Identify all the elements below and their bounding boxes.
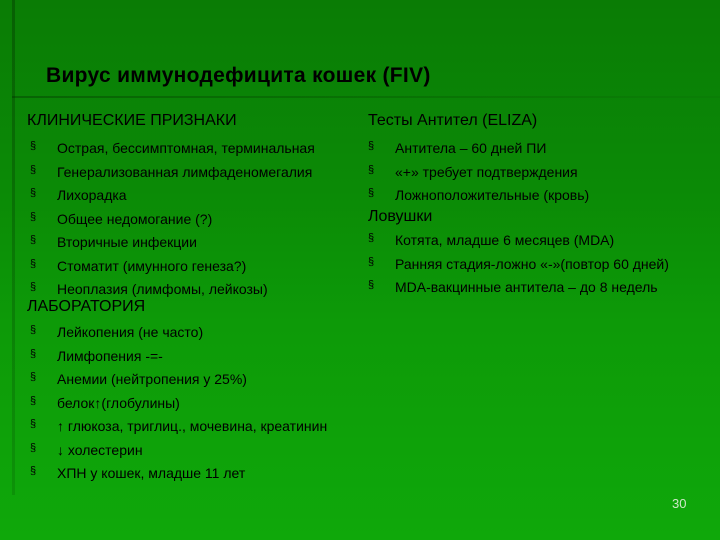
clinical-heading: КЛИНИЧЕСКИЕ ПРИЗНАКИ: [27, 112, 237, 129]
list-item-text: ↓ холестерин: [57, 441, 143, 458]
bullet-marker: §: [30, 347, 37, 360]
list-item-text: Генерализованная лимфаденомегалия: [57, 163, 313, 180]
list-item-text: Анемии (нейтропения у 25%): [57, 371, 247, 387]
bullet-marker: §: [30, 257, 37, 270]
list-item-text: Лихорадка: [57, 187, 127, 203]
bullet-marker: §: [368, 279, 375, 291]
list-item-text: Антитела – 60 дней ПИ: [395, 140, 547, 156]
bullet-marker: §: [30, 234, 37, 246]
bullet-marker: §: [30, 187, 37, 199]
list-item-text: Лимфопения -=-: [57, 347, 163, 364]
list-item-text: «+» требует подтверждения: [395, 163, 578, 180]
bullet-marker: §: [368, 140, 375, 152]
list-item-text: Вторичные инфекции: [57, 234, 197, 250]
bullet-marker: §: [368, 163, 375, 176]
list-item-text: MDA-вакцинные антитела – до 8 недель: [395, 279, 658, 295]
bullet-marker: §: [30, 324, 37, 336]
list-item-text: ХПН у кошек, младше 11 лет: [57, 465, 246, 481]
list-item-text: Общее недомогание (?): [57, 210, 213, 227]
list-item-text: Котята, младше 6 месяцев (MDA): [395, 232, 615, 248]
list-item-text: Острая, бессимптомная, терминальная: [57, 140, 315, 156]
bullet-marker: §: [368, 232, 375, 244]
bullet-marker: §: [30, 418, 37, 430]
slide-title: Вирус иммунодефицита кошек (FIV): [46, 64, 431, 87]
list-item-text: Неоплазия (лимфомы, лейкозы): [57, 281, 268, 297]
bullet-marker: §: [30, 371, 37, 383]
bullet-marker: §: [30, 210, 37, 223]
left-decor-line: [12, 0, 15, 495]
page-number: 30: [672, 496, 687, 511]
list-item-text: Ложноположительные (кровь): [395, 187, 590, 203]
bullet-marker: §: [30, 441, 37, 454]
list-item-text: Ранняя стадия-ложно «-»(повтор 60 дней): [395, 255, 669, 272]
list-item-text: ↑ глюкоза, триглиц., мочевина, креатинин: [57, 418, 328, 434]
bullet-marker: §: [368, 255, 375, 268]
bullet-marker: §: [368, 187, 375, 199]
traps-heading: Ловушки: [368, 208, 433, 225]
list-item-text: Стоматит (имунного генеза?): [57, 257, 247, 274]
bullet-marker: §: [30, 140, 37, 152]
list-item-text: Лейкопения (не часто): [57, 324, 204, 340]
tests-heading: Тесты Антител (ELIZA): [368, 112, 538, 129]
bullet-marker: §: [30, 465, 37, 477]
bullet-marker: §: [30, 163, 37, 176]
list-item-text: белок↑(глобулины): [57, 394, 180, 411]
lab-heading: ЛАБОРАТОРИЯ: [27, 298, 146, 315]
bullet-marker: §: [30, 394, 37, 407]
title-underline: [12, 96, 720, 98]
bullet-marker: §: [30, 281, 37, 293]
